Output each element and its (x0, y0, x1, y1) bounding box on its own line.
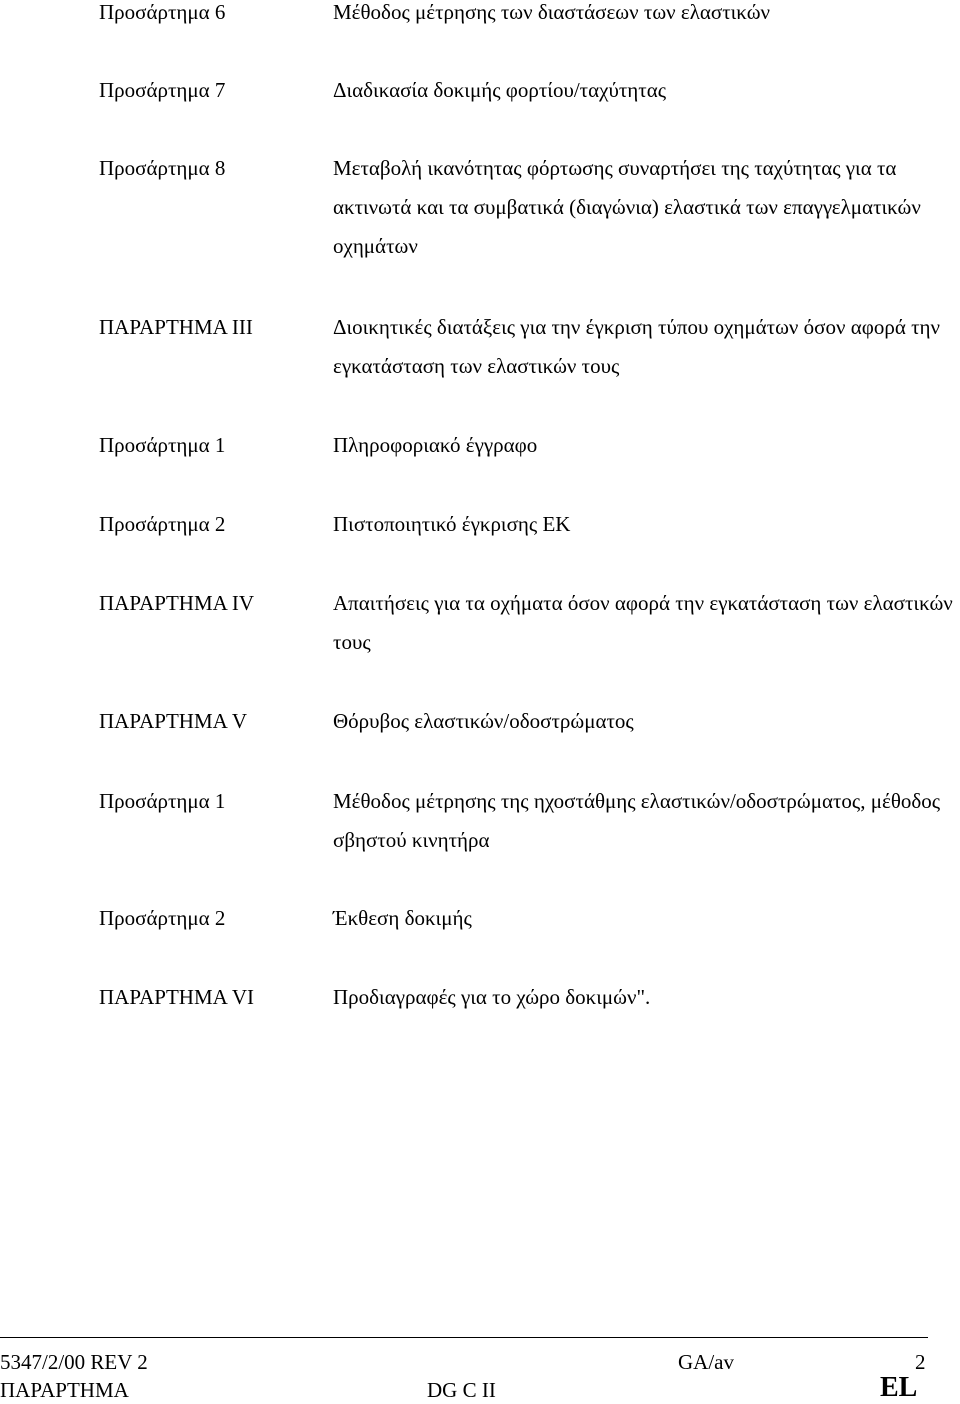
footer-doc-reference: 5347/2/00 REV 2 (0, 1350, 148, 1374)
entry-label: ΠΑΡΑΡΤΗΜΑ III (99, 315, 253, 339)
footer-initials: GA/av (678, 1350, 734, 1374)
footer-language-code: EL (880, 1372, 918, 1403)
entry-description: Πιστοποιητικό έγκρισης ΕΚ (333, 512, 571, 536)
entry-label: Προσάρτημα 8 (99, 156, 226, 180)
entry-description: Απαιτήσεις για τα οχήματα όσον αφορά την εγκατάσταση των ελαστικών τους (333, 591, 953, 654)
entry-label: Προσάρτημα 7 (99, 78, 226, 102)
footer-annex-label: ΠΑΡΑΡΤΗΜΑ (0, 1378, 129, 1402)
entry-description: Διαδικασία δοκιμής φορτίου/ταχύτητας (333, 78, 667, 102)
entry-description: Διοικητικές διατάξεις για την έγκριση τύπου οχημάτων όσον αφορά την εγκατάσταση των ελαστικών τους (333, 315, 941, 378)
entry-label: ΠΑΡΑΡΤΗΜΑ IV (99, 591, 255, 615)
entry-label: Προσάρτημα 2 (99, 512, 226, 536)
entry-label: Προσάρτημα 6 (99, 0, 226, 24)
entry-label: Προσάρτημα 1 (99, 789, 226, 813)
footer-page-number: 2 (915, 1350, 926, 1374)
entry-label: ΠΑΡΑΡΤΗΜΑ V (99, 709, 248, 733)
entry-description: Πληροφοριακό έγγραφο (333, 433, 538, 457)
entry-label: ΠΑΡΑΡΤΗΜΑ VI (99, 985, 255, 1009)
entry-description: Μέθοδος μέτρησης της ηχοστάθμης ελαστικών/οδοστρώματος, μέθοδος σβηστού κινητήρα (333, 789, 941, 852)
footer-divider (0, 1337, 928, 1338)
entry-description: Προδιαγραφές για το χώρο δοκιμών". (333, 985, 651, 1009)
footer-dg-label: DG C II (427, 1378, 496, 1402)
entry-label: Προσάρτημα 2 (99, 906, 226, 930)
entry-description: Μεταβολή ικανότητας φόρτωσης συναρτήσει της ταχύτητας για τα ακτινωτά και τα συμβατικά (διαγώνια) ελαστικά των επαγγελματικών οχημάτων (333, 156, 921, 258)
entry-description: Μέθοδος μέτρησης των διαστάσεων των ελαστικών (333, 0, 771, 24)
entry-description: Έκθεση δοκιμής (333, 906, 472, 930)
entry-label: Προσάρτημα 1 (99, 433, 226, 457)
entry-description: Θόρυβος ελαστικών/οδοστρώματος (333, 709, 634, 733)
